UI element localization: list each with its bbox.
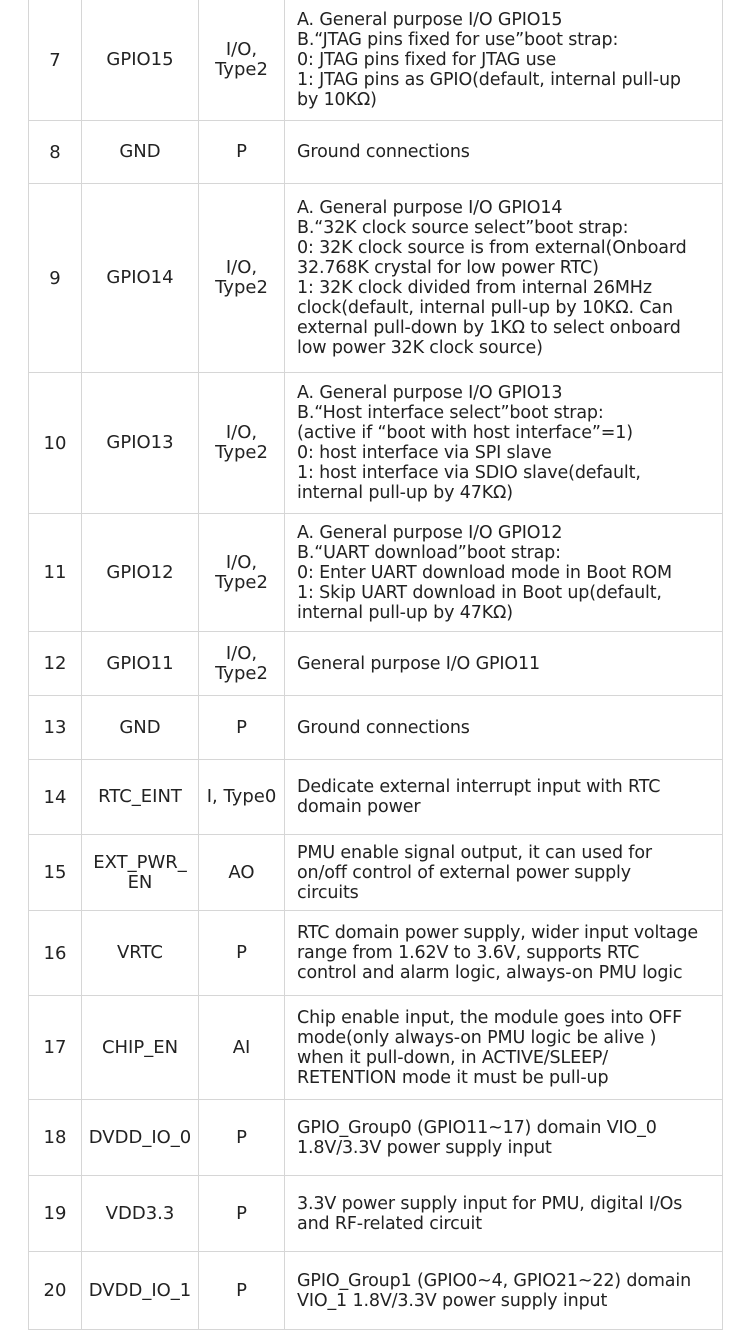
pin-number-cell: 17	[29, 996, 82, 1099]
pin-type-cell	[199, 0, 285, 120]
pin-name-cell	[82, 514, 199, 631]
pin-number-cell: 7	[29, 0, 82, 120]
pin-name-text: VDD3.3	[105, 1202, 175, 1224]
pin-name-cell	[82, 0, 199, 120]
pin-name-text: CHIP_EN	[101, 1036, 179, 1058]
table-row	[29, 184, 722, 373]
pin-number-cell: 19	[29, 1176, 82, 1251]
pin-number-cell: 14	[29, 760, 82, 834]
pin-description-line: B.“JTAG pins fixed for use”boot strap:	[297, 30, 619, 50]
pin-description-cell	[285, 1252, 722, 1329]
pin-description-line: 1: Skip UART download in Boot up(default,	[297, 582, 662, 603]
pin-number-cell: 13	[29, 696, 82, 759]
pin-description-line: Ground connections	[297, 717, 470, 738]
pin-type-text: P	[236, 1279, 247, 1301]
pin-description-line: 1: JTAG pins as GPIO(default, internal pull-up	[297, 70, 681, 90]
pin-description-line: A. General purpose I/O GPIO14	[297, 198, 563, 218]
pin-name-text: RTC_EINT	[98, 786, 182, 807]
pin-type-text: I, Type0	[206, 786, 277, 807]
pin-number-cell: 9	[29, 184, 82, 372]
pin-description-line: Chip enable input, the module goes into OFF	[297, 1007, 683, 1028]
pin-name-text: GPIO12	[106, 561, 174, 583]
pin-type-text: Type2	[215, 277, 268, 298]
pin-number-cell: 10	[29, 373, 82, 513]
pin-description-line: General purpose I/O GPIO11	[297, 653, 540, 674]
table-row	[29, 835, 722, 911]
pin-name-cell	[82, 1176, 199, 1251]
pin-type-text: Type2	[215, 662, 268, 684]
pin-description-line: external pull-down by 1KΩ to select onboard	[297, 318, 681, 338]
pin-description-line: when it pull-down, in ACTIVE/SLEEP/	[297, 1047, 609, 1068]
pin-type-text: I/O,	[225, 422, 258, 443]
table-row	[29, 1252, 722, 1330]
pin-name-cell	[82, 835, 199, 910]
table-row	[29, 0, 722, 121]
pin-description-line: domain power	[297, 797, 421, 817]
table-row	[29, 760, 722, 835]
pin-description-cell	[285, 1100, 722, 1175]
pin-description-cell	[285, 911, 722, 995]
pin-description-line: A. General purpose I/O GPIO12	[297, 522, 563, 543]
pin-description-line: Dedicate external interrupt input with RTC	[297, 777, 661, 797]
pin-number-cell: 12	[29, 632, 82, 695]
pin-name-text: DVDD_IO_1	[88, 1279, 192, 1301]
pin-description-line: mode(only always-on PMU logic be alive )	[297, 1027, 657, 1048]
pin-description-line: RTC domain power supply, wider input voltage	[297, 923, 699, 943]
pin-type-cell	[199, 1100, 285, 1175]
pin-name-cell	[82, 1252, 199, 1329]
pin-description-cell	[285, 996, 722, 1099]
pin-description-cell	[285, 121, 722, 183]
pin-description-line: control and alarm logic, always-on PMU logic	[297, 963, 683, 983]
pin-description-line: 32.768K crystal for low power RTC)	[297, 258, 599, 278]
pin-name-text: GPIO13	[106, 432, 174, 453]
pin-type-text: Type2	[215, 59, 268, 80]
pin-type-cell	[199, 760, 285, 834]
pin-type-cell	[199, 121, 285, 183]
pin-name-cell	[82, 911, 199, 995]
pin-description-line: Ground connections	[297, 142, 470, 162]
pin-description-line: 0: JTAG pins fixed for JTAG use	[297, 50, 557, 70]
pin-name-cell	[82, 121, 199, 183]
pin-name-cell	[82, 632, 199, 695]
pin-description-line: range from 1.62V to 3.6V, supports RTC	[297, 943, 640, 963]
pin-description-line: A. General purpose I/O GPIO13	[297, 383, 563, 403]
pin-description-line: VIO_1 1.8V/3.3V power supply input	[297, 1290, 608, 1311]
table-row	[29, 996, 722, 1100]
pin-type-text: I/O,	[225, 257, 258, 278]
pin-description-line: 0: 32K clock source is from external(Onboard	[297, 238, 687, 258]
pin-description-line: 1: 32K clock divided from internal 26MHz	[297, 278, 652, 298]
pin-description-line: by 10KΩ)	[297, 90, 377, 110]
pin-number-cell: 11	[29, 514, 82, 631]
pin-description-line: circuits	[297, 882, 359, 903]
pin-name-text: EN	[127, 871, 153, 893]
pin-type-text: P	[236, 141, 247, 162]
pin-description-line: GPIO_Group0 (GPIO11~17) domain VIO_0	[297, 1117, 657, 1138]
pin-number-cell: 15	[29, 835, 82, 910]
pin-description-line: 3.3V power supply input for PMU, digital I/Os	[297, 1193, 683, 1214]
pin-description-cell	[285, 835, 722, 910]
pin-name-cell	[82, 184, 199, 372]
pin-description-line: internal pull-up by 47KΩ)	[297, 483, 513, 503]
pin-description-cell	[285, 514, 722, 631]
pin-description-line: B.“UART download”boot strap:	[297, 542, 561, 563]
pin-description-cell	[285, 760, 722, 834]
pin-type-text: AO	[228, 861, 255, 883]
pin-type-cell	[199, 835, 285, 910]
pin-description-cell	[285, 0, 722, 120]
pin-description-cell	[285, 696, 722, 759]
table-row	[29, 121, 722, 184]
table-row	[29, 911, 722, 996]
pin-type-cell	[199, 1252, 285, 1329]
pin-type-text: I/O,	[225, 551, 258, 573]
pin-description-line: A. General purpose I/O GPIO15	[297, 10, 563, 30]
pin-name-text: GPIO11	[106, 652, 174, 674]
pin-type-text: I/O,	[225, 642, 258, 664]
pin-description-cell	[285, 184, 722, 372]
table-row	[29, 373, 722, 514]
pin-type-text: P	[236, 942, 247, 963]
pin-type-text: P	[236, 716, 247, 738]
pin-description-cell	[285, 632, 722, 695]
pin-type-cell	[199, 911, 285, 995]
table-row	[29, 514, 722, 632]
pin-description-line: (active if “boot with host interface”=1)	[297, 423, 633, 443]
pin-number-cell: 20	[29, 1252, 82, 1329]
pin-number-cell: 8	[29, 121, 82, 183]
pin-description-line: clock(default, internal pull-up by 10KΩ. Can	[297, 298, 673, 318]
pin-description-line: PMU enable signal output, it can used for	[297, 842, 652, 863]
pin-type-cell	[199, 696, 285, 759]
pin-name-cell	[82, 996, 199, 1099]
pin-name-text: GPIO15	[106, 49, 174, 70]
pin-description-line: RETENTION mode it must be pull-up	[297, 1067, 609, 1088]
pin-type-text: Type2	[215, 442, 268, 463]
pin-name-cell	[82, 696, 199, 759]
pin-name-text: GND	[119, 716, 161, 738]
pin-type-cell	[199, 184, 285, 372]
pin-description-line: internal pull-up by 47KΩ)	[297, 602, 513, 623]
pin-name-text: EXT_PWR_	[93, 851, 187, 873]
pin-name-text: VRTC	[116, 942, 164, 963]
pin-description-line: 0: Enter UART download mode in Boot ROM	[297, 562, 672, 583]
pin-description-line: 1.8V/3.3V power supply input	[297, 1137, 552, 1158]
pin-definition-table	[28, 0, 723, 1330]
pin-description-line: GPIO_Group1 (GPIO0~4, GPIO21~22) domain	[297, 1270, 692, 1291]
pin-number-cell: 16	[29, 911, 82, 995]
pin-type-cell	[199, 373, 285, 513]
pin-description-cell	[285, 373, 722, 513]
pin-description-line: B.“32K clock source select”boot strap:	[297, 218, 629, 238]
pin-description-line: and RF-related circuit	[297, 1213, 482, 1234]
pin-description-line: B.“Host interface select”boot strap:	[297, 403, 604, 423]
pin-description-line: on/off control of external power supply	[297, 862, 631, 883]
pin-description-line: 1: host interface via SDIO slave(default,	[297, 463, 641, 483]
table-row	[29, 632, 722, 696]
pin-name-text: GND	[119, 141, 161, 162]
pin-name-cell	[82, 373, 199, 513]
pin-type-cell	[199, 1176, 285, 1251]
pin-type-cell	[199, 632, 285, 695]
pin-name-text: GPIO14	[106, 267, 174, 288]
pin-description-line: 0: host interface via SPI slave	[297, 443, 552, 463]
pin-type-text: P	[236, 1126, 247, 1148]
pin-type-cell	[199, 514, 285, 631]
pin-type-text: AI	[232, 1036, 251, 1058]
pin-name-cell	[82, 760, 199, 834]
pin-type-text: Type2	[215, 571, 268, 593]
table-row	[29, 1100, 722, 1176]
table-row	[29, 1176, 722, 1252]
pin-type-cell	[199, 996, 285, 1099]
pin-name-cell	[82, 1100, 199, 1175]
table-row	[29, 696, 722, 760]
pin-description-cell	[285, 1176, 722, 1251]
pin-description-line: low power 32K clock source)	[297, 338, 543, 358]
pin-name-text: DVDD_IO_0	[88, 1126, 192, 1148]
pin-number-cell: 18	[29, 1100, 82, 1175]
pin-type-text: P	[236, 1202, 247, 1224]
pin-type-text: I/O,	[225, 39, 258, 60]
